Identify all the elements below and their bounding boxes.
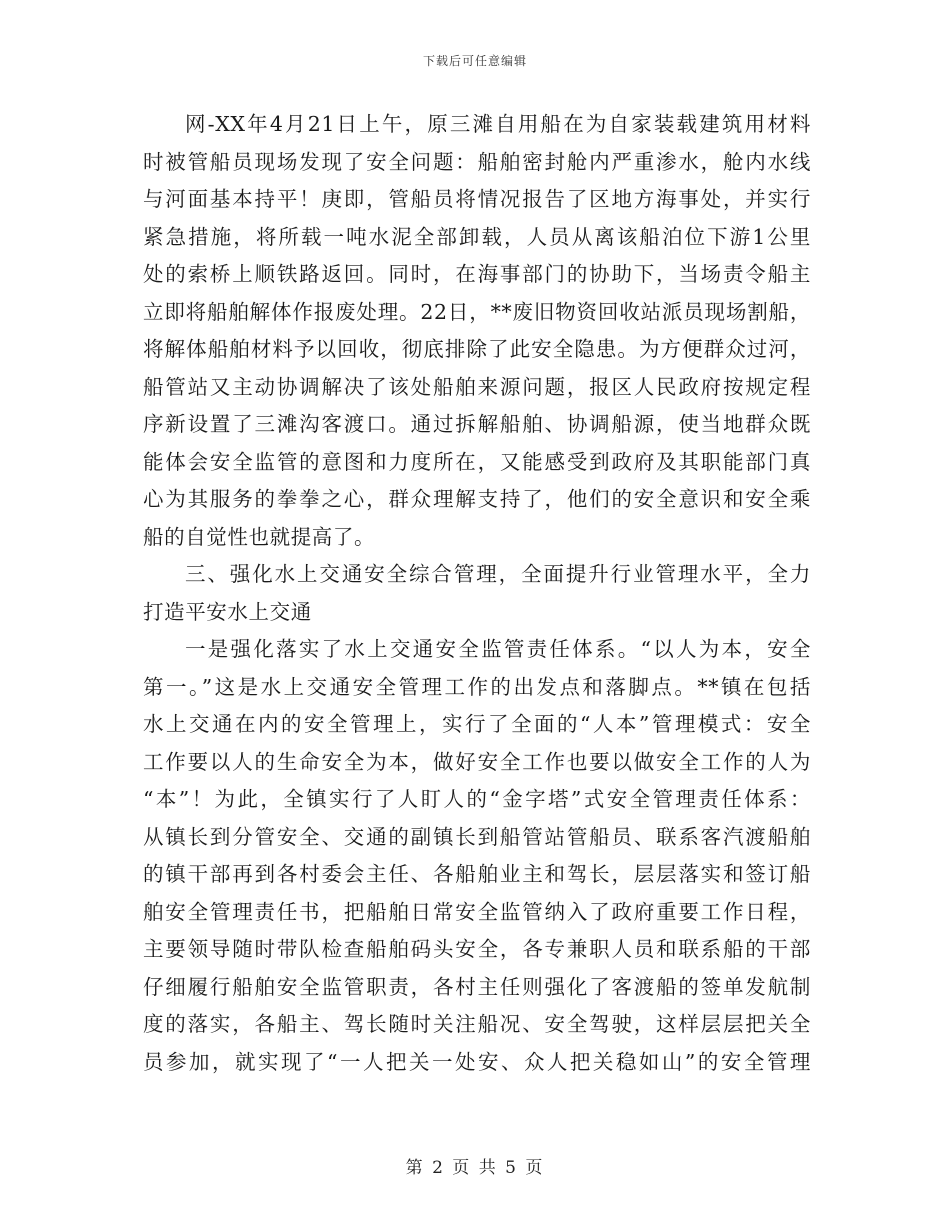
paragraph-line: 与河面基本持平！庚即，管船员将情况报告了区地方海事处，并实行	[143, 187, 811, 211]
page-number-footer: 第 2 页 共 5 页	[405, 1158, 545, 1178]
paragraph-line: 船管站又主动协调解决了该处船舶来源问题，报区人民政府按规定程	[143, 374, 811, 399]
paragraph-line: 舶安全管理责任书，把船舶日常安全监管纳入了政府重要工作日程，	[143, 899, 811, 924]
paragraph-line: 立即将船舶解体作报废处理。22日，**废旧物资回收站派员现场割船，	[143, 299, 811, 324]
paragraph-line: 时被管船员现场发现了安全问题：船舶密封舱内严重渗水，舱内水线	[143, 149, 811, 174]
section-heading-line: 打造平安水上交通	[143, 599, 312, 624]
paragraph-line: 船的自觉性也就提高了。	[143, 524, 376, 549]
paragraph-line: 第一。”这是水上交通安全管理工作的出发点和落脚点。**镇在包括	[143, 674, 811, 699]
paragraph-line: 心为其服务的拳拳之心，群众理解支持了，他们的安全意识和安全乘	[143, 487, 811, 511]
paragraph-line: 从镇长到分管安全、交通的副镇长到船管站管船员、联系客汽渡船舶	[143, 824, 811, 849]
document-body	[143, 106, 811, 1081]
paragraph-line: 度的落实，各船主、驾长随时关注船况、安全驾驶，这样层层把关全	[143, 1012, 811, 1036]
paragraph-line: 主要领导随时带队检查船舶码头安全，各专兼职人员和联系船的干部	[143, 937, 811, 961]
paragraph-line: 的镇干部再到各村委会主任、各船舶业主和驾长，层层落实和签订船	[143, 862, 811, 886]
paragraph-line: “本”！为此，全镇实行了人盯人的“金字塔”式安全管理责任体系：	[143, 787, 811, 811]
paragraph-line: 能体会安全监管的意图和力度所在，又能感受到政府及其职能部门真	[143, 449, 811, 474]
paragraph-line: 一是强化落实了水上交通安全监管责任体系。“以人为本，安全	[185, 637, 811, 661]
page-header-note: 下载后可任意编辑	[422, 54, 527, 68]
paragraph-line: 网-XX年4月21日上午，原三滩自用船在为自家装载建筑用材料	[185, 112, 811, 136]
paragraph-line: 将解体船舶材料予以回收，彻底排除了此安全隐患。为方便群众过河，	[143, 337, 811, 361]
paragraph-line: 员参加，就实现了“一人把关一处安、众人把关稳如山”的安全管理	[143, 1049, 811, 1074]
paragraph-line: 序新设置了三滩沟客渡口。通过拆解船舶、协调船源，使当地群众既	[143, 412, 811, 436]
paragraph-line: 工作要以人的生命安全为本，做好安全工作也要以做安全工作的人为	[143, 749, 811, 774]
paragraph-line: 紧急措施，将所载一吨水泥全部卸载，人员从离该船泊位下游1公里	[143, 224, 811, 249]
section-heading-line: 三、强化水上交通安全综合管理，全面提升行业管理水平，全力	[185, 562, 811, 586]
paragraph-line: 处的索桥上顺铁路返回。同时，在海事部门的协助下，当场责令船主	[143, 262, 811, 286]
paragraph-line: 仔细履行船舶安全监管职责，各村主任则强化了客渡船的签单发航制	[143, 974, 811, 999]
paragraph-line: 水上交通在内的安全管理上，实行了全面的“人本”管理模式：安全	[143, 712, 811, 736]
